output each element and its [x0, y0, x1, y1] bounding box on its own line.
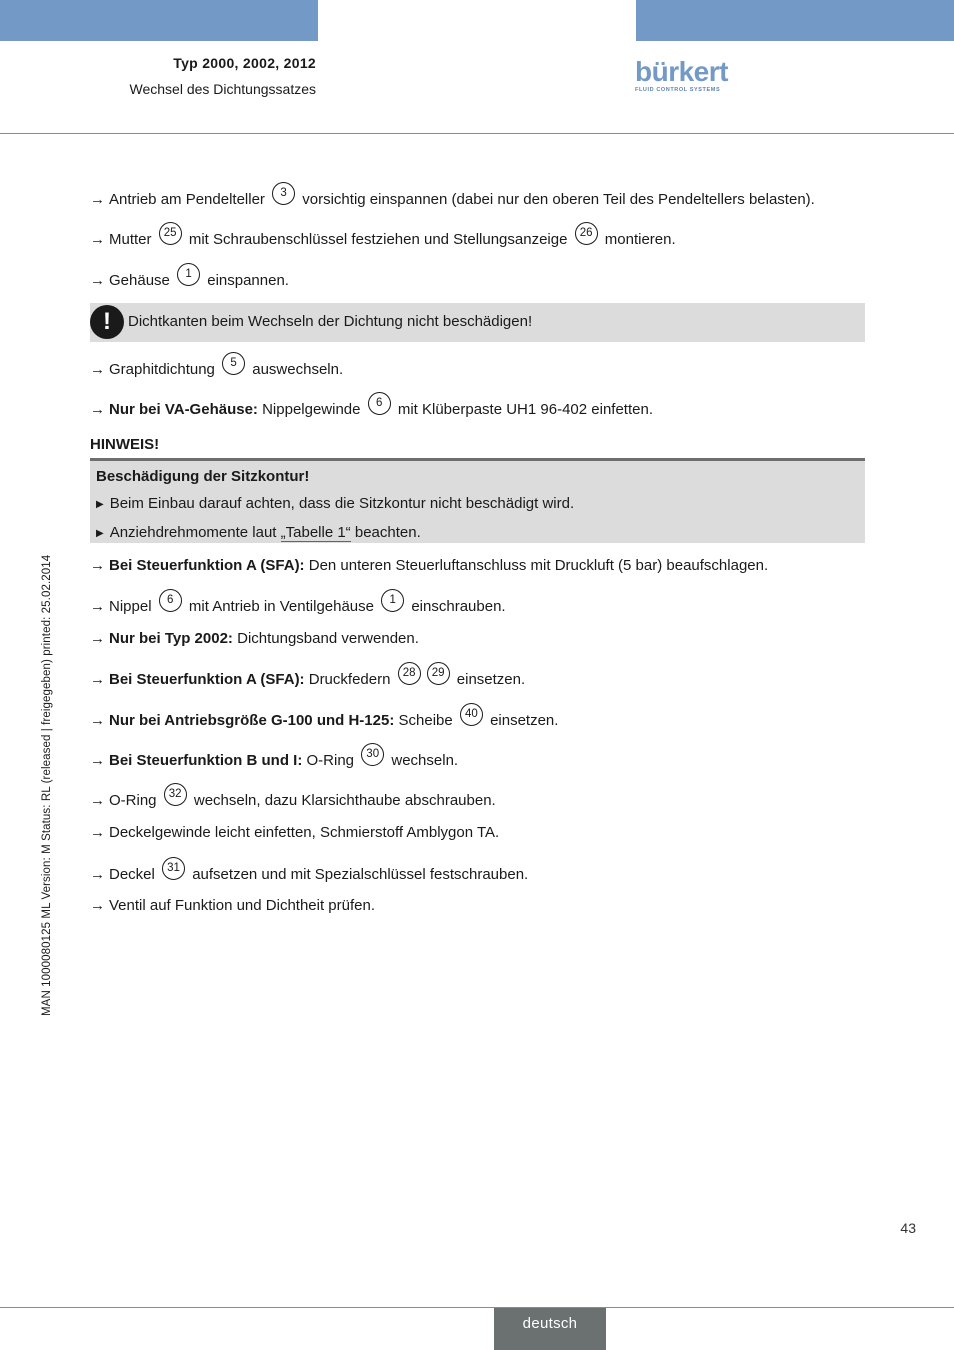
table-1-link[interactable]: „Tabelle 1“ [280, 524, 351, 541]
notice-title: HINWEIS! [90, 436, 160, 453]
part-number-badge: 6 [368, 392, 391, 415]
step-1: → Antrieb am Pendelteller 3 vorsichtig einspannen (dabei nur den oberen Teil des Pendeltellers belasten). [90, 190, 815, 213]
logo-tagline: FLUID CONTROL SYSTEMS [635, 87, 721, 93]
exclamation-icon: ! [90, 305, 124, 339]
step-14: → Deckel 31 aufsetzen und mit Spezialschlüssel festschrauben. [90, 865, 528, 888]
document-subtitle: Wechsel des Dichtungssatzes [129, 81, 316, 97]
step-13: → Deckelgewinde leicht einfetten, Schmierstoff Amblygon TA. [90, 824, 500, 841]
warning-text: Dichtkanten beim Wechseln der Dichtung nicht beschädigen! [128, 313, 533, 330]
warning-box [90, 303, 865, 342]
step-9: → Bei Steuerfunktion A (SFA): Druckfedern 28 29 einsetzen. [90, 670, 525, 693]
step-2: → Mutter 25 mit Schraubenschlüssel festziehen und Stellungsanzeige 26 montieren. [90, 230, 676, 253]
arrow-icon: → [90, 361, 105, 378]
arrow-icon: → [90, 598, 105, 615]
arrow-icon: → [90, 671, 105, 688]
document-type: Typ 2000, 2002, 2012 [173, 55, 316, 71]
part-number-badge: 30 [361, 743, 384, 766]
notice-heading: Beschädigung der Sitzkontur! [96, 468, 310, 485]
part-number-badge: 26 [575, 222, 598, 245]
part-number-badge: 5 [222, 352, 245, 375]
arrow-icon: → [90, 866, 105, 883]
notice-item-2: ▶ Anziehdrehmomente laut „Tabelle 1“ beachten. [96, 524, 421, 541]
footer-divider [0, 1307, 954, 1308]
part-number-badge: 6 [159, 589, 182, 612]
arrow-icon: → [90, 712, 105, 729]
notice-item-1: ▶ Beim Einbau darauf achten, dass die Sitzkontur nicht beschädigt wird. [96, 495, 575, 512]
part-number-badge: 3 [272, 182, 295, 205]
part-number-badge: 28 [398, 662, 421, 685]
header-band-right [636, 0, 954, 41]
step-12: → O-Ring 32 wechseln, dazu Klarsichthaube abschrauben. [90, 791, 496, 814]
step-3: → Gehäuse 1 einspannen. [90, 271, 289, 294]
part-number-badge: 31 [162, 857, 185, 880]
arrow-icon: → [90, 824, 105, 841]
step-8: → Nur bei Typ 2002: Dichtungsband verwenden. [90, 630, 419, 647]
step-15: → Ventil auf Funktion und Dichtheit prüfen. [90, 897, 376, 914]
arrow-icon: → [90, 272, 105, 289]
arrow-icon: → [90, 231, 105, 248]
arrow-icon: → [90, 630, 105, 647]
part-number-badge: 40 [460, 703, 483, 726]
part-number-badge: 1 [381, 589, 404, 612]
step-4: → Graphitdichtung 5 auswechseln. [90, 360, 343, 383]
logo-wordmark: bürkert [635, 56, 728, 87]
step-10: → Nur bei Antriebsgröße G-100 und H-125: Scheibe 40 einsetzen. [90, 711, 558, 734]
arrow-icon: → [90, 557, 105, 574]
bullet-triangle-icon: ▶ [96, 528, 104, 539]
step-5: → Nur bei VA-Gehäuse: Nippelgewinde 6 mit Klüberpaste UH1 96-402 einfetten. [90, 400, 653, 423]
part-number-badge: 1 [177, 263, 200, 286]
arrow-icon: → [90, 792, 105, 809]
step-6: → Bei Steuerfunktion A (SFA): Den unteren Steuerluftanschluss mit Druckluft (5 bar) beaufschlagen. [90, 557, 769, 574]
step-11: → Bei Steuerfunktion B und I: O-Ring 30 wechseln. [90, 751, 458, 774]
language-tab: deutsch [494, 1308, 606, 1350]
part-number-badge: 25 [159, 222, 182, 245]
arrow-icon: → [90, 897, 105, 914]
header-divider [0, 133, 954, 134]
page-number: 43 [900, 1220, 916, 1236]
step-7: → Nippel 6 mit Antrieb in Ventilgehäuse 1 einschrauben. [90, 597, 506, 620]
header-band-left [0, 0, 318, 41]
part-number-badge: 32 [164, 783, 187, 806]
part-number-badge: 29 [427, 662, 450, 685]
arrow-icon: → [90, 401, 105, 418]
arrow-icon: → [90, 752, 105, 769]
burkert-logo [635, 57, 735, 97]
bullet-triangle-icon: ▶ [96, 499, 104, 510]
arrow-icon: → [90, 191, 105, 208]
document-metadata-sidebar: MAN 1000080125 ML Version: M Status: RL (released | freigegeben) printed: 25.02.2014 [41, 554, 53, 1016]
notice-box [90, 458, 865, 543]
